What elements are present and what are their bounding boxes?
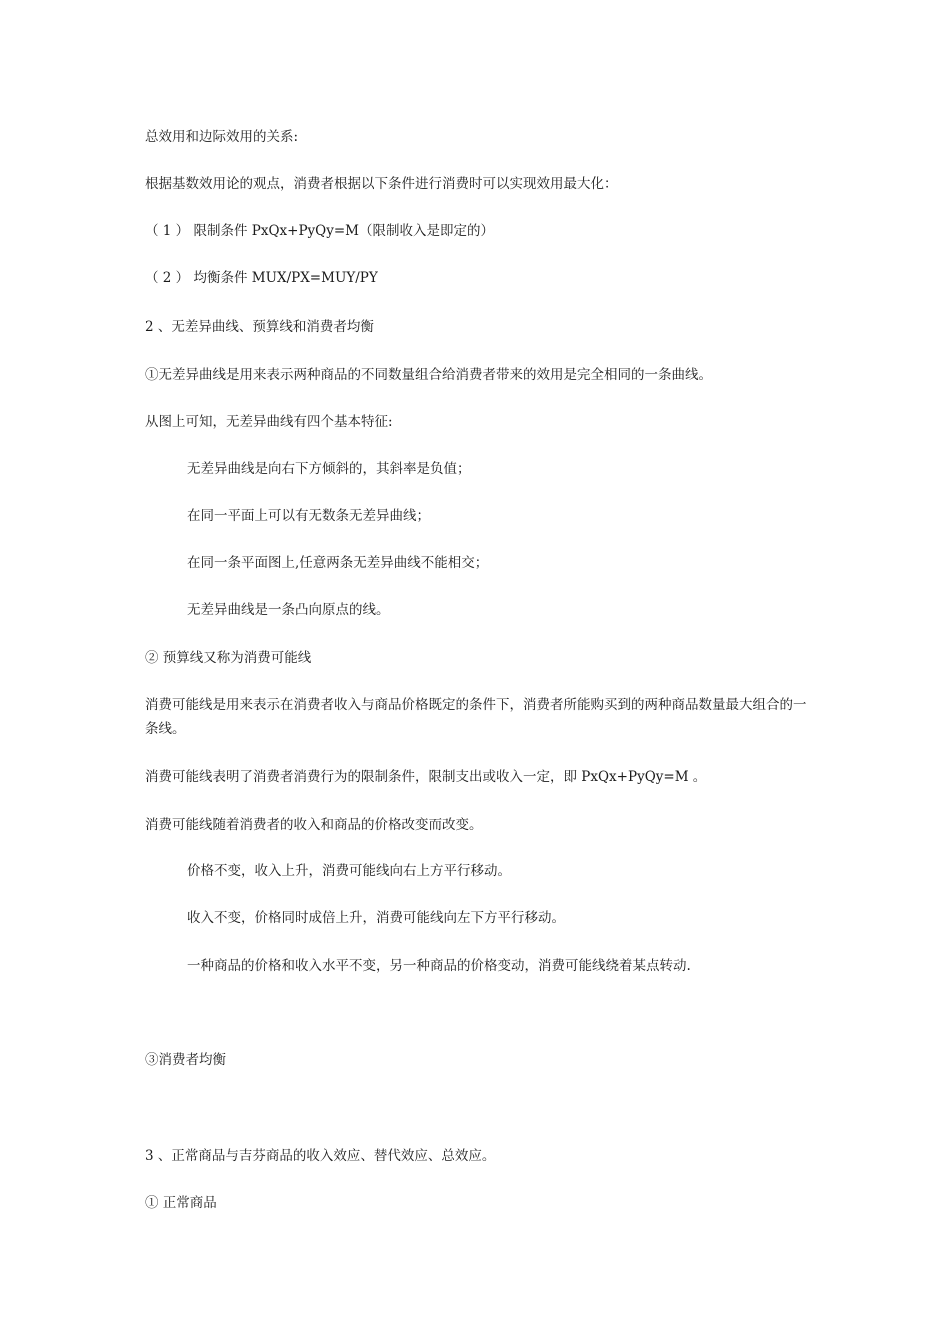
paragraph: 从图上可知，无差异曲线有四个基本特征:	[145, 414, 393, 430]
paragraph: ①无差异曲线是用来表示两种商品的不同数量组合给消费者带来的效用是完全相同的一条曲线。	[145, 367, 712, 383]
paragraph: 根据基数效用论的观点，消费者根据以下条件进行消费时可以实现效用最大化：	[145, 176, 618, 192]
paragraph: ① 正常商品	[145, 1195, 217, 1211]
paragraph: （ 2 ） 均衡条件 MUX/PX=MUY/PY	[145, 270, 378, 286]
section-heading: ③消费者均衡	[145, 1052, 226, 1068]
list-item: 一种商品的价格和收入水平不变，另一种商品的价格变动，消费可能线绕着某点转动.	[187, 958, 691, 974]
list-item: 在同一平面上可以有无数条无差异曲线；	[187, 508, 430, 524]
paragraph: 消费可能线表明了消费者消费行为的限制条件，限制支出或收入一定，即 PxQx+PyQy=M 。	[145, 769, 707, 785]
paragraph: 消费可能线随着消费者的收入和商品的价格改变而改变。	[145, 817, 483, 833]
paragraph: ② 预算线又称为消费可能线	[145, 650, 312, 666]
list-item: 收入不变，价格同时成倍上升，消费可能线向左下方平行移动。	[187, 910, 565, 926]
list-item: 无差异曲线是一条凸向原点的线。	[187, 602, 390, 618]
section-heading: 2 、无差异曲线、预算线和消费者均衡	[145, 319, 374, 335]
paragraph: 总效用和边际效用的关系:	[145, 129, 299, 145]
list-item: 在同一条平面图上,任意两条无差异曲线不能相交；	[187, 555, 489, 571]
list-item: 无差异曲线是向右下方倾斜的，其斜率是负值；	[187, 461, 471, 477]
section-heading: 3 、正常商品与吉芬商品的收入效应、替代效应、总效应。	[145, 1148, 496, 1164]
list-item: 价格不变，收入上升，消费可能线向右上方平行移动。	[187, 863, 511, 879]
paragraph: （ 1 ） 限制条件 PxQx+PyQy=M（限制收入是即定的）	[145, 223, 494, 239]
paragraph: 消费可能线是用来表示在消费者收入与商品价格既定的条件下，消费者所能购买到的两种商品数量最大组合的一条线。	[145, 697, 807, 737]
